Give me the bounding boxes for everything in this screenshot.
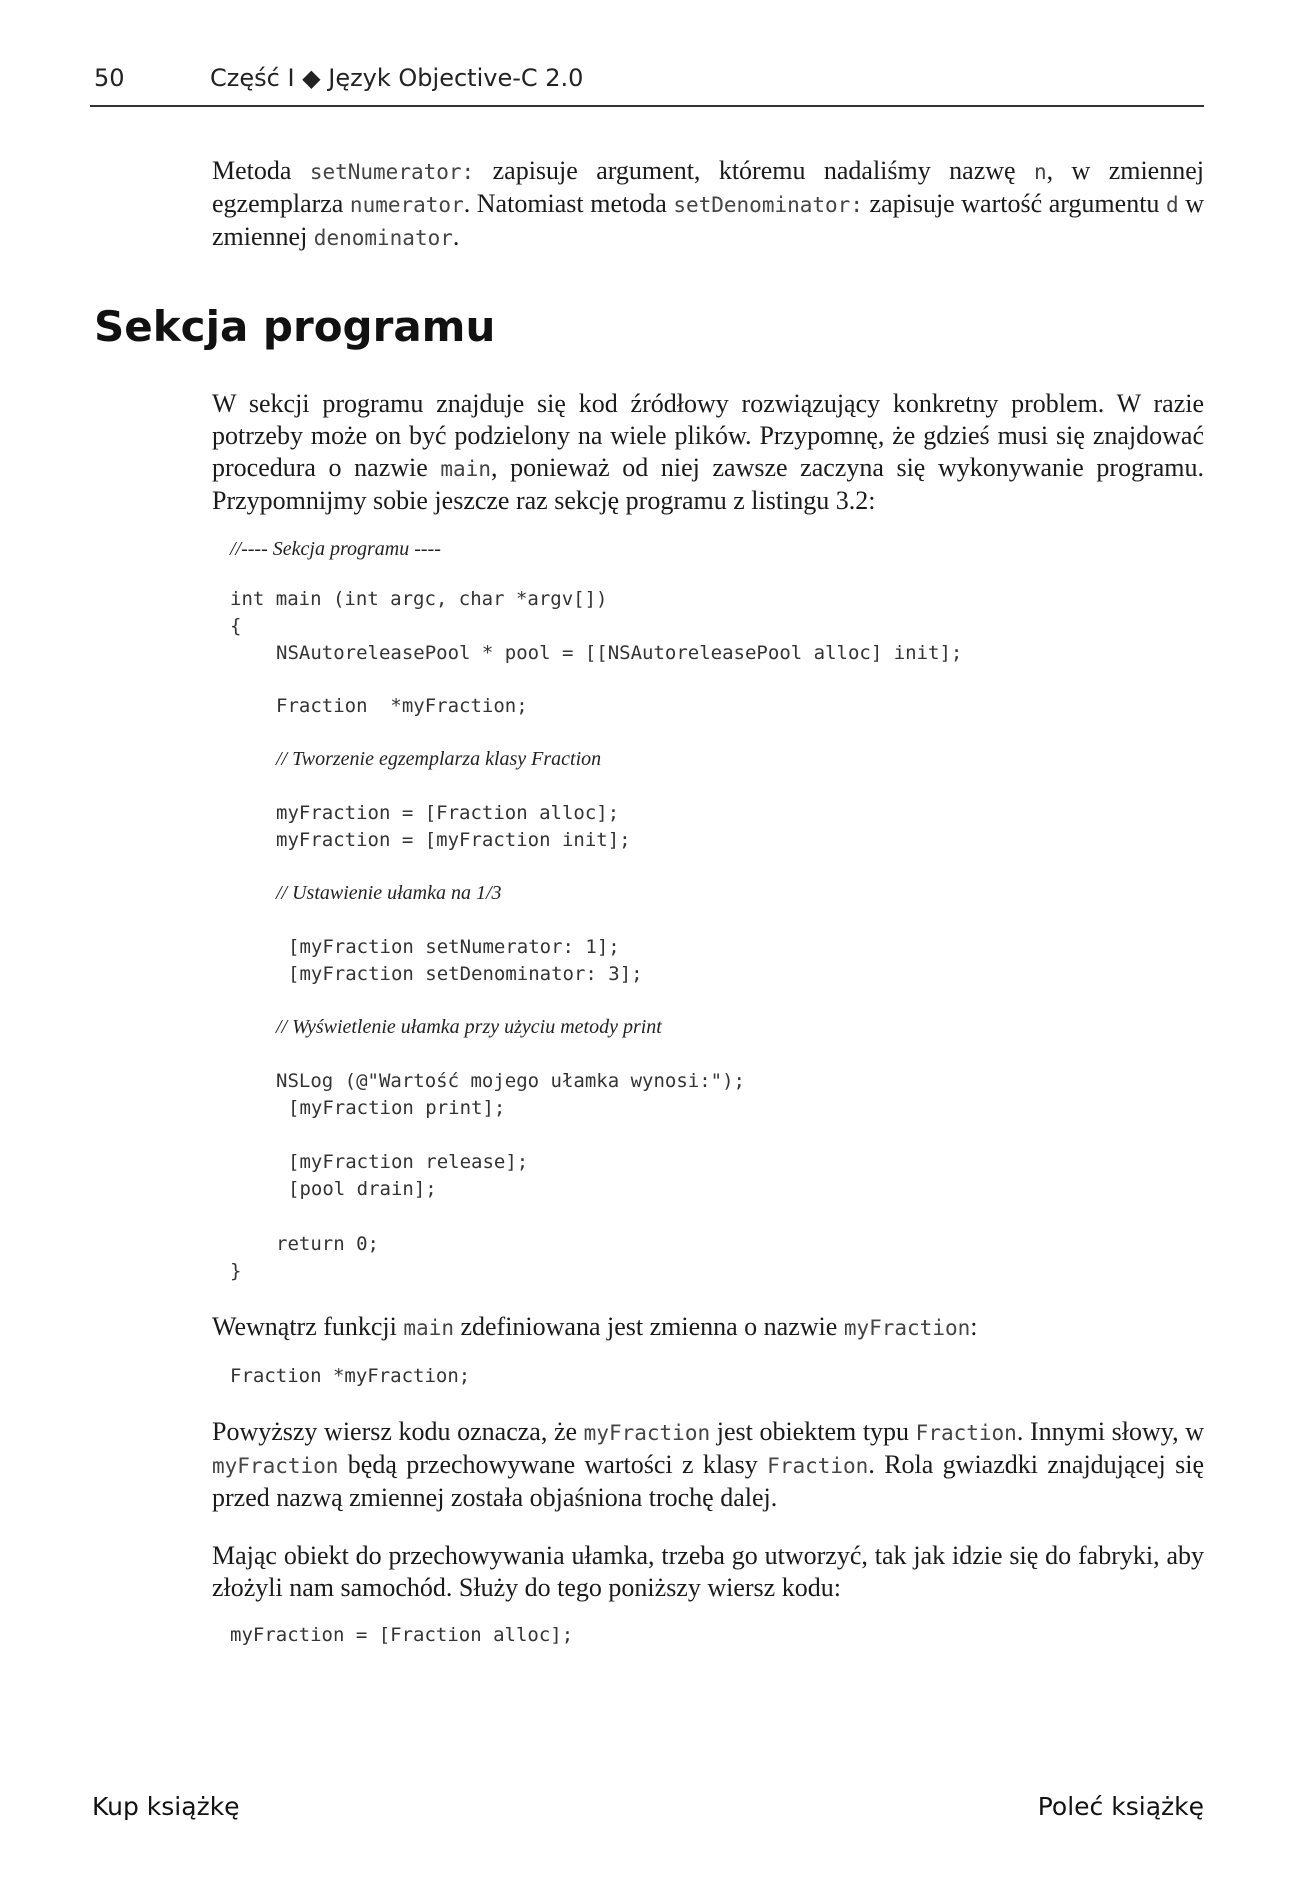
inline-code: denominator (313, 226, 453, 250)
text: . Natomiast metoda (463, 189, 674, 218)
code-line: { (230, 615, 242, 637)
recommend-book-link[interactable]: Poleć książkę (1037, 1792, 1204, 1821)
code-line: } (230, 1260, 242, 1282)
text: będą przechowywane wartości z klasy (338, 1450, 768, 1479)
code-comment: // Wyświetlenie ułamka przy użyciu metody print (276, 1016, 662, 1038)
code-comment: // Ustawienie ułamka na 1/3 (276, 882, 502, 904)
code-line: Fraction *myFraction; (276, 695, 528, 717)
code-line: myFraction = [Fraction alloc]; (276, 802, 620, 824)
code-line: int main (int argc, char *argv[]) (230, 588, 608, 610)
text: Powyższy wiersz kodu oznacza, że (212, 1417, 584, 1446)
inline-code: d (1165, 193, 1179, 217)
code-line: [myFraction print]; (288, 1097, 506, 1119)
inline-code: numerator (349, 193, 464, 217)
inline-code: n (1033, 160, 1047, 184)
code-line: [myFraction release]; (288, 1151, 529, 1173)
running-title: Część I ◆ Język Objective-C 2.0 (210, 64, 584, 92)
variable-paragraph (212, 1311, 1204, 1344)
code-line: NSLog (@"Wartość mojego ułamka wynosi:"); (276, 1070, 745, 1092)
inline-code: setNumerator: (309, 160, 475, 184)
text: . Rola gwiazdki znajdującej się przed nazwą zmiennej została objaśniona trochę dalej. (212, 1450, 1204, 1512)
header-rule (90, 105, 1204, 107)
text: zapisuje argument, któremu nadaliśmy nazwę (474, 156, 1034, 185)
inline-code: myFraction (843, 1316, 971, 1340)
inline-code: Fraction (915, 1421, 1017, 1445)
section-title: Sekcja programu (94, 302, 496, 351)
page-number: 50 (94, 64, 125, 92)
code-snippet: myFraction = [Fraction alloc]; (230, 1624, 574, 1646)
inline-code: setDenominator: (673, 193, 863, 217)
code-comment: //---- Sekcja programu ---- (230, 538, 441, 560)
code-line: [myFraction setNumerator: 1]; (288, 936, 620, 958)
text: . (452, 222, 460, 251)
inline-code: main (440, 457, 491, 481)
text: W sekcji programu znajduje się kod źródłowy rozwiązujący konkretny problem. W razie potrzeby może on być podzielony na wiele plików. Przypomnę, że gdzieś musi się znajdować procedura o nazwie (212, 389, 1204, 482)
text: . Innymi słowy, w (1016, 1417, 1204, 1446)
code-line: NSAutoreleasePool * pool = [[NSAutoreleasePool alloc] init]; (276, 642, 963, 664)
code-line: return 0; (276, 1233, 379, 1255)
code-line: myFraction = [myFraction init]; (276, 829, 631, 851)
text: , ponieważ od niej zawsze zaczyna się wykonywanie programu. Przypomnijmy sobie jeszcze raz sekcję programu z listingu 3.2: (212, 453, 1205, 515)
buy-book-link[interactable]: Kup książkę (92, 1792, 240, 1821)
explanation-paragraph (212, 1416, 1204, 1514)
factory-paragraph: Mając obiekt do przechowywania ułamka, trzeba go utworzyć, tak jak idzie się do fabryki, aby złożyli nam samochód. Służy do tego poniższy wiersz kodu: (212, 1541, 1204, 1602)
code-line: [pool drain]; (288, 1178, 437, 1200)
intro-paragraph (212, 155, 1204, 254)
text: zapisuje wartość argumentu (862, 189, 1166, 218)
code-snippet: Fraction *myFraction; (230, 1365, 471, 1387)
text: , w zmiennej egzemplarza (212, 156, 1204, 218)
text: jest obiektem typu (710, 1417, 916, 1446)
text: zdefiniowana jest zmienna o nazwie (453, 1312, 844, 1341)
code-line: [myFraction setDenominator: 3]; (288, 963, 643, 985)
text: Wewnątrz funkcji (212, 1312, 404, 1341)
text: w zmiennej (212, 189, 1204, 251)
inline-code: myFraction (583, 1421, 711, 1445)
inline-code: main (403, 1316, 454, 1340)
inline-code: Fraction (767, 1454, 869, 1478)
inline-code: myFraction (212, 1454, 339, 1478)
text: : (970, 1312, 978, 1341)
code-comment: // Tworzenie egzemplarza klasy Fraction (276, 748, 602, 770)
text: Metoda (212, 156, 310, 185)
program-section-paragraph (212, 388, 1204, 517)
